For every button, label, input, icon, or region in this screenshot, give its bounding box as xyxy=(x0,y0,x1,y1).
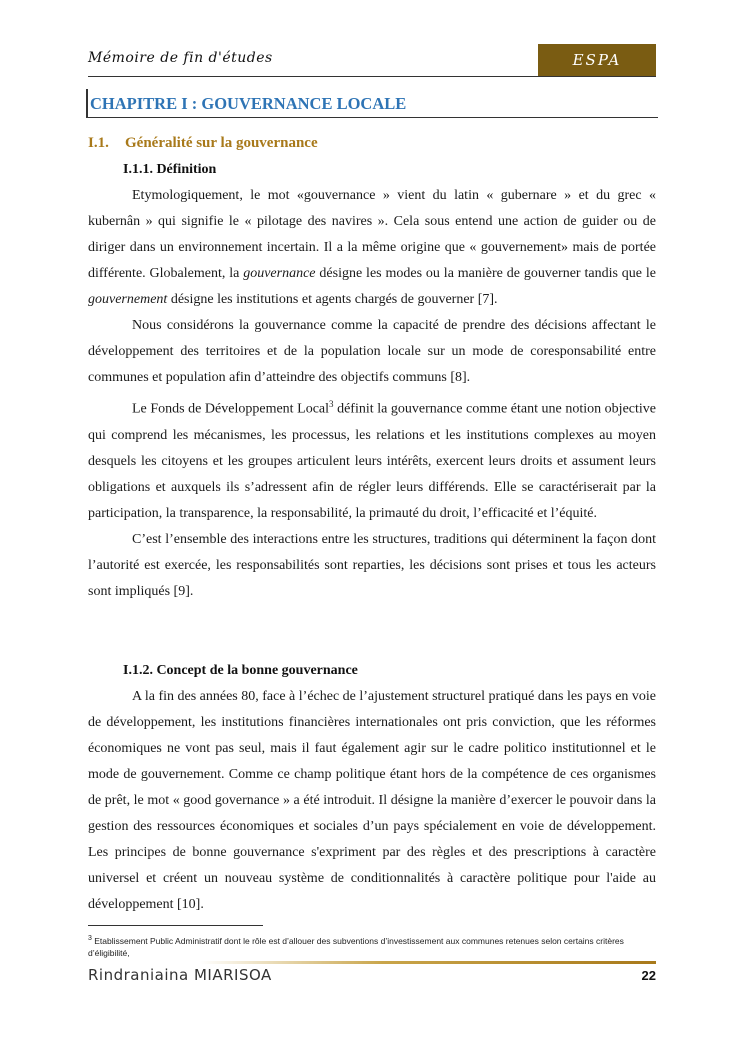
paragraph-text: Etymologiquement, le mot «gouvernance » vient du latin « gubernare » et du grec « kubernân » qui signifie le « pilotage des navires ». Cela sous entend une action de guider ou de diriger dans un environnement incertain. Il a la même origine que « gouvernement» mais de portée différente. Globalement, la xyxy=(88,188,656,281)
body-text-block-1 xyxy=(88,183,656,605)
page-number: 22 xyxy=(641,968,656,983)
body-text-block-2 xyxy=(88,684,656,918)
section-title: Généralité sur la gouvernance xyxy=(125,135,318,151)
paragraph-text: définit la gouvernance comme étant une notion objective qui comprend les mécanismes, les processus, les relations et les institutions complexes au moyen desquels les citoyens et les groupes articulent leurs intérêts, exercent leurs droits et assument leurs obligations et auxquels ils s’adressent afin de régler leurs différends. Elle se caractériserait par la participation, la transparence, la responsabilité, la primauté du droit, l’efficacité et l’équité. xyxy=(88,401,656,521)
paragraph-text: désigne les institutions et agents chargés de gouverner [7]. xyxy=(167,292,498,307)
paragraph-interactions: C’est l’ensemble des interactions entre les structures, traditions qui déterminent la façon dont l’autorité est exercée, les responsabilités sont reparties, les décisions sont prises et tous les acteurs sont impliqués [9]. xyxy=(88,531,656,599)
chapter-title: CHAPITRE I : GOUVERNANCE LOCALE xyxy=(90,94,407,113)
subsection-title-definition: I.1.1. Définition xyxy=(123,162,217,177)
paragraph-fdl-definition xyxy=(88,391,656,527)
italic-term-gouvernance: gouvernance xyxy=(243,266,316,281)
running-header-title: Mémoire de fin d'études xyxy=(88,50,273,66)
header-rule xyxy=(88,76,656,77)
paragraph-etymology xyxy=(88,183,656,313)
footnote-number: 3 xyxy=(88,935,92,942)
paragraph-good-governance: A la fin des années 80, face à l’échec de l’ajustement structurel pratiqué dans les pays en voie de développement, les institutions financières internationales ont pris conviction, que les réformes économiques ne vont pas seul, mais il faut également agir sur le cadre politico institutionnel et le mode de gouvernement. Comme ce champ politique étant hors de la compétence de ces organismes de prêt, le mot « good governance » a été introduit. Il désigne la manière d’exercer le pouvoir dans la gestion des ressources économiques et sociales d’un pays spécialement en voie de développement. Les principes de bonne gouvernance s'expriment par des règles et des prescriptions à caractère universel et créent un nouveau système de conditionnalités à caractère politique pour l'aide au développement [10]. xyxy=(88,689,657,912)
paragraph-capacity: Nous considérons la gouvernance comme la capacité de prendre des décisions affectant le développement des territoires et de la population locale sur un mode de coresponsabilité entre communes et population afin d’atteindre des objectifs communs [8]. xyxy=(88,318,656,385)
paragraph-text: désigne les modes ou la manière de gouverner tandis que le xyxy=(315,266,656,281)
running-header-school: ESPA xyxy=(538,44,656,76)
paragraph-text: Le Fonds de Développement Local xyxy=(132,401,330,417)
footnote-text: Etablissement Public Administratif dont le rôle est d’allouer des subventions d’investissement aux communes retenues selon certains critères d’éligibilité, xyxy=(88,935,624,958)
footnote-reference: 3 xyxy=(329,399,334,409)
footer-rule xyxy=(200,961,656,964)
subsection-title-good-governance: I.1.2. Concept de la bonne gouvernance xyxy=(123,663,358,678)
footnote-rule xyxy=(88,925,263,926)
section-number: I.1. xyxy=(88,135,109,151)
footer-author: Rindraniaina MIARISOA xyxy=(88,966,272,984)
footnote xyxy=(88,933,656,959)
italic-term-gouvernement: gouvernement xyxy=(88,292,168,307)
